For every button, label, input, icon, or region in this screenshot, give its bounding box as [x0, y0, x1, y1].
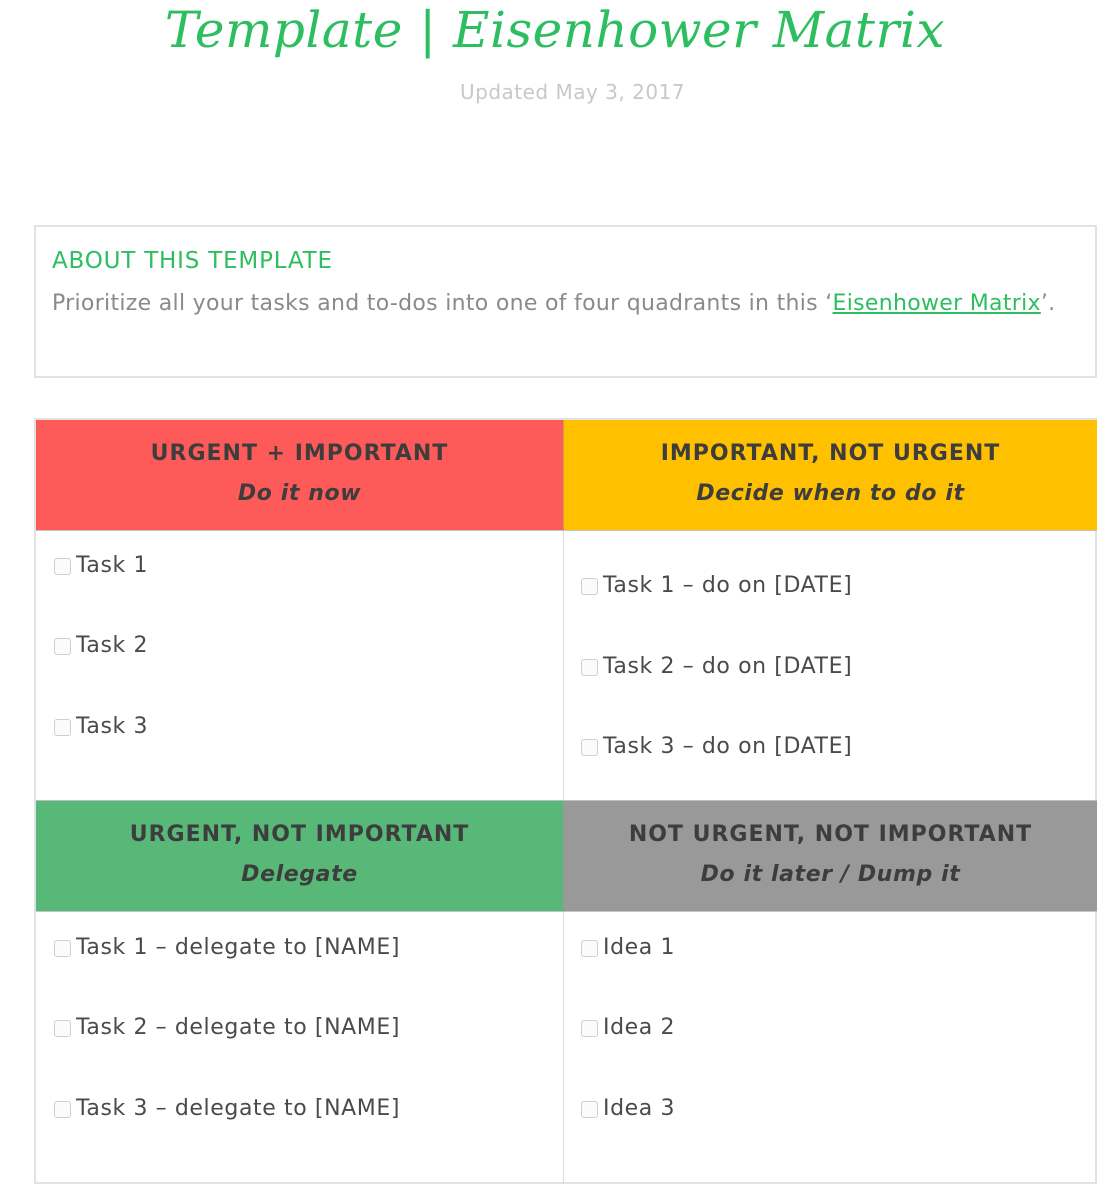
quadrant-title: URGENT + IMPORTANT	[150, 441, 449, 466]
task-label: Task 2 – delegate to [NAME]	[76, 1014, 401, 1040]
quadrant-subtitle: Do it now	[237, 481, 362, 506]
task-item	[581, 731, 852, 761]
task-item	[54, 630, 148, 660]
quadrant-title: URGENT, NOT IMPORTANT	[129, 822, 470, 847]
updated-date: Updated May 3, 2017	[459, 80, 686, 104]
task-checkbox[interactable]	[54, 719, 71, 736]
quadrant-header-urgent-important	[36, 420, 564, 531]
quadrant-header-urgent-not-important	[36, 801, 564, 912]
quadrant-header-not-urgent-not-important	[564, 801, 1097, 912]
idea-item	[581, 1012, 675, 1042]
task-item	[54, 1093, 400, 1123]
task-item	[54, 550, 148, 580]
task-item	[581, 570, 852, 600]
quadrant-subtitle: Delegate	[241, 862, 358, 887]
task-checkbox[interactable]	[581, 739, 598, 756]
task-label: Task 1	[76, 552, 149, 578]
task-checkbox[interactable]	[54, 558, 71, 575]
task-label: Task 1 – delegate to [NAME]	[76, 934, 401, 960]
page-title: Template | Eisenhower Matrix	[164, 1, 946, 59]
task-label: Task 3	[76, 713, 149, 739]
task-label: Task 2 – do on [DATE]	[603, 653, 853, 679]
column-divider	[563, 531, 564, 801]
task-checkbox[interactable]	[54, 940, 71, 957]
quadrant-title: IMPORTANT, NOT URGENT	[660, 441, 1001, 466]
task-item	[54, 932, 400, 962]
task-checkbox[interactable]	[54, 1020, 71, 1037]
about-text-before: Prioritize all your tasks and to-dos into one of four quadrants in this ‘	[52, 291, 833, 316]
about-description	[52, 284, 1062, 324]
quadrant-subtitle: Decide when to do it	[696, 481, 965, 506]
column-divider	[563, 912, 564, 1184]
idea-item	[581, 932, 675, 962]
task-label: Task 3 – do on [DATE]	[603, 733, 853, 759]
eisenhower-matrix-table	[34, 418, 1097, 1184]
task-label: Idea 1	[603, 934, 676, 960]
task-label: Idea 2	[603, 1014, 676, 1040]
task-checkbox[interactable]	[581, 940, 598, 957]
task-label: Task 3 – delegate to [NAME]	[76, 1095, 401, 1121]
task-checkbox[interactable]	[581, 1101, 598, 1118]
quadrant-header-important-not-urgent	[564, 420, 1097, 531]
quadrant-subtitle: Do it later / Dump it	[700, 862, 961, 887]
task-item	[581, 651, 852, 681]
about-template-box	[34, 225, 1097, 378]
eisenhower-matrix-link[interactable]: Eisenhower Matrix	[832, 291, 1041, 316]
task-checkbox[interactable]	[581, 659, 598, 676]
task-checkbox[interactable]	[54, 638, 71, 655]
task-checkbox[interactable]	[581, 1020, 598, 1037]
task-checkbox[interactable]	[581, 578, 598, 595]
about-text-after: ’.	[1040, 291, 1056, 316]
task-label: Task 1 – do on [DATE]	[603, 572, 853, 598]
task-label: Idea 3	[603, 1095, 676, 1121]
task-item	[54, 1012, 400, 1042]
quadrant-title: NOT URGENT, NOT IMPORTANT	[628, 822, 1033, 847]
idea-item	[581, 1093, 675, 1123]
task-checkbox[interactable]	[54, 1101, 71, 1118]
about-heading: ABOUT THIS TEMPLATE	[52, 248, 333, 274]
task-item	[54, 711, 148, 741]
task-label: Task 2	[76, 632, 149, 658]
